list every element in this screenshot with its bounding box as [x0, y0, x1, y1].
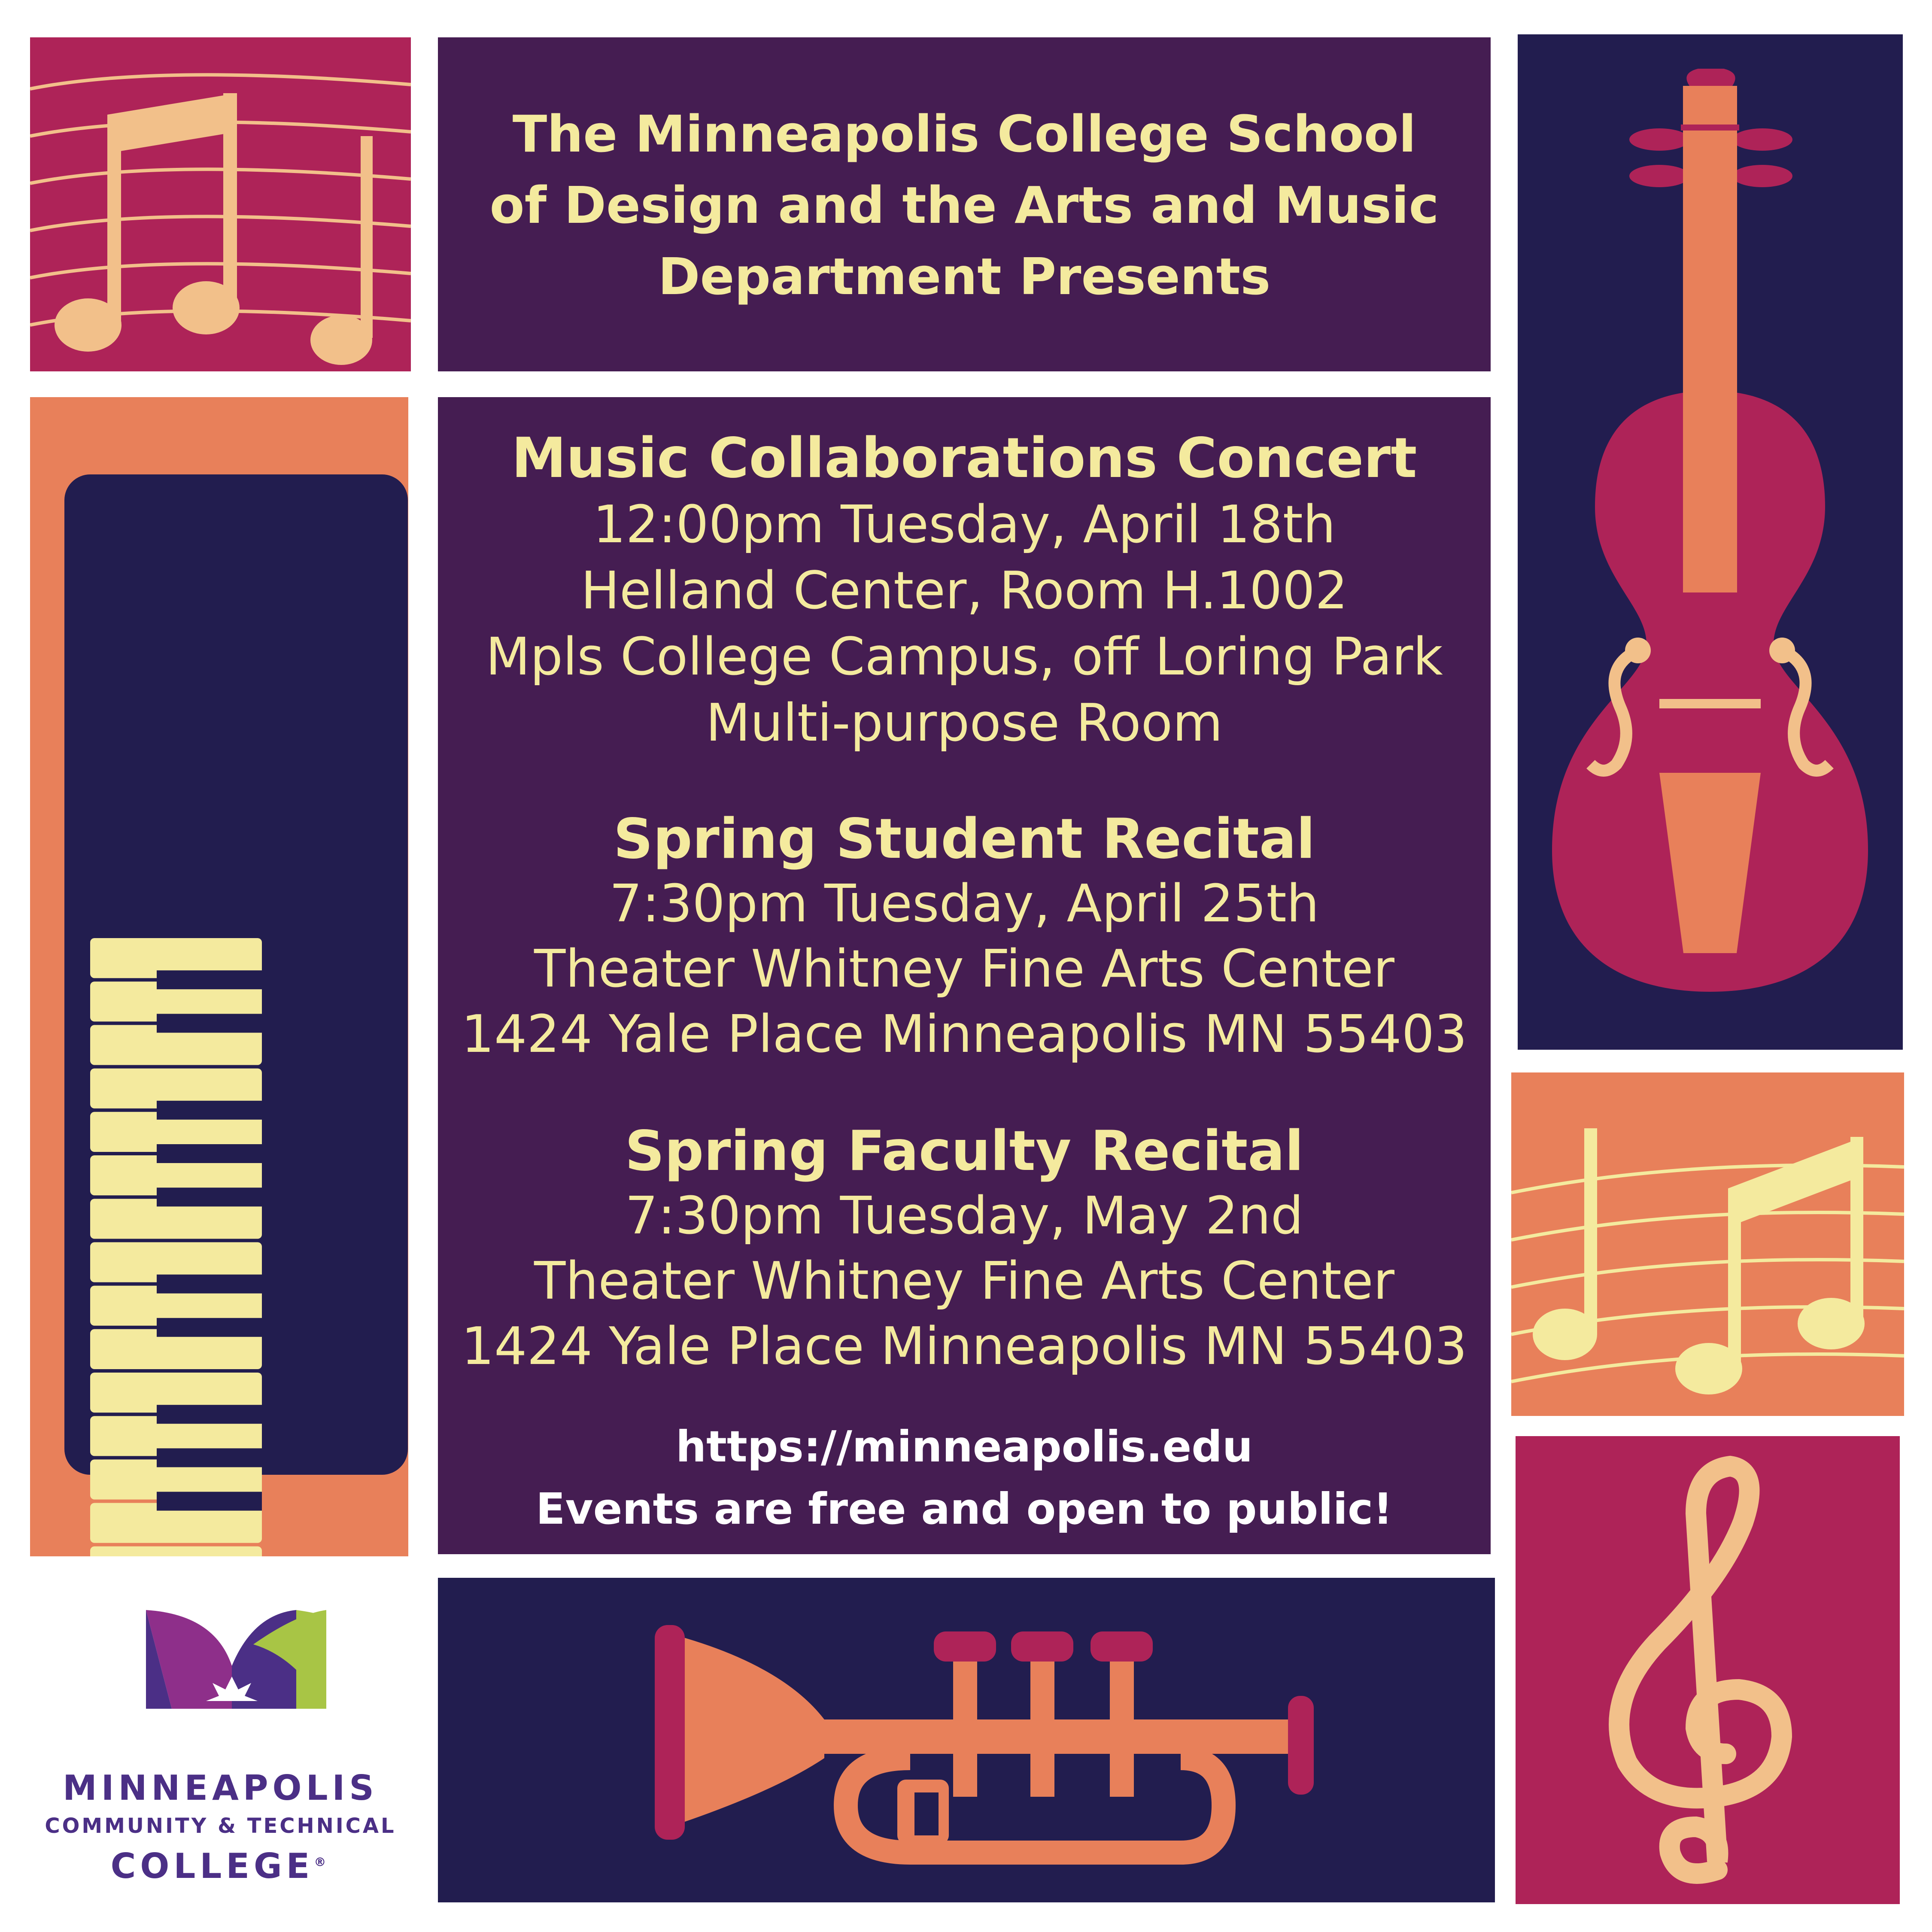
- trumpet-icon: [438, 1578, 1495, 1902]
- violin-panel: [1518, 34, 1903, 1050]
- event-3-time: 7:30pm Tuesday, May 2nd: [625, 1186, 1303, 1246]
- music-notes-icon: [30, 37, 411, 371]
- violin-icon: [1518, 34, 1903, 1050]
- logo-college-word: COLLEGE: [110, 1846, 314, 1886]
- black-key: [157, 1492, 262, 1511]
- piano-keyboard-panel: [30, 397, 408, 1556]
- black-key: [157, 970, 262, 989]
- event-2-venue: Theater Whitney Fine Arts Center: [534, 939, 1394, 999]
- black-key: [157, 1144, 262, 1163]
- trumpet-panel: [438, 1578, 1495, 1902]
- event-1-campus: Mpls College Campus, off Loring Park: [486, 627, 1443, 687]
- event-1-room: Multi-purpose Room: [706, 693, 1223, 753]
- black-key: [157, 1014, 262, 1033]
- header-line-3: Department Presents: [658, 247, 1271, 306]
- black-key: [157, 1318, 262, 1337]
- music-notes-icon: [1511, 1072, 1904, 1416]
- event-2-time: 7:30pm Tuesday, April 25th: [609, 874, 1319, 934]
- registered-mark: ®: [314, 1855, 331, 1869]
- event-3-address: 1424 Yale Place Minneapolis MN 55403: [461, 1317, 1467, 1376]
- events-panel: [438, 397, 1491, 1554]
- event-1-time: 12:00pm Tuesday, April 18th: [593, 495, 1336, 555]
- black-key: [157, 1448, 262, 1467]
- event-2-title: Spring Student Recital: [613, 807, 1315, 871]
- white-key: [90, 1546, 262, 1556]
- music-notes-panel-right: [1511, 1072, 1904, 1416]
- event-3-title: Spring Faculty Recital: [625, 1119, 1304, 1183]
- event-2-address: 1424 Yale Place Minneapolis MN 55403: [461, 1005, 1467, 1064]
- event-3-venue: Theater Whitney Fine Arts Center: [534, 1252, 1394, 1311]
- header-line-1: The Minneapolis College School: [512, 104, 1416, 164]
- black-key: [157, 1405, 262, 1424]
- logo-line-3: [30, 1846, 411, 1886]
- black-key: [157, 1275, 262, 1294]
- header-panel: [438, 37, 1491, 371]
- black-key: [157, 1188, 262, 1206]
- music-notes-panel-top: [30, 37, 411, 371]
- website-link[interactable]: https://minneapolis.edu: [675, 1422, 1253, 1472]
- logo-line-1: MINNEAPOLIS: [63, 1768, 378, 1808]
- logo-line-2: COMMUNITY & TECHNICAL: [45, 1814, 396, 1838]
- event-1-title: Music Collaborations Concert: [511, 426, 1417, 490]
- piano-keys-icon: [30, 397, 408, 1556]
- college-logo: [30, 1589, 411, 1911]
- black-key: [157, 1101, 262, 1120]
- treble-clef-panel: [1516, 1436, 1900, 1904]
- event-1-venue: Helland Center, Room H.1002: [580, 561, 1348, 621]
- college-logo-mark: [30, 1589, 411, 1726]
- free-events-note: Events are free and open to public!: [536, 1484, 1393, 1534]
- header-line-2: of Design and the Arts and Music: [489, 176, 1439, 235]
- treble-clef-icon: [1516, 1436, 1900, 1904]
